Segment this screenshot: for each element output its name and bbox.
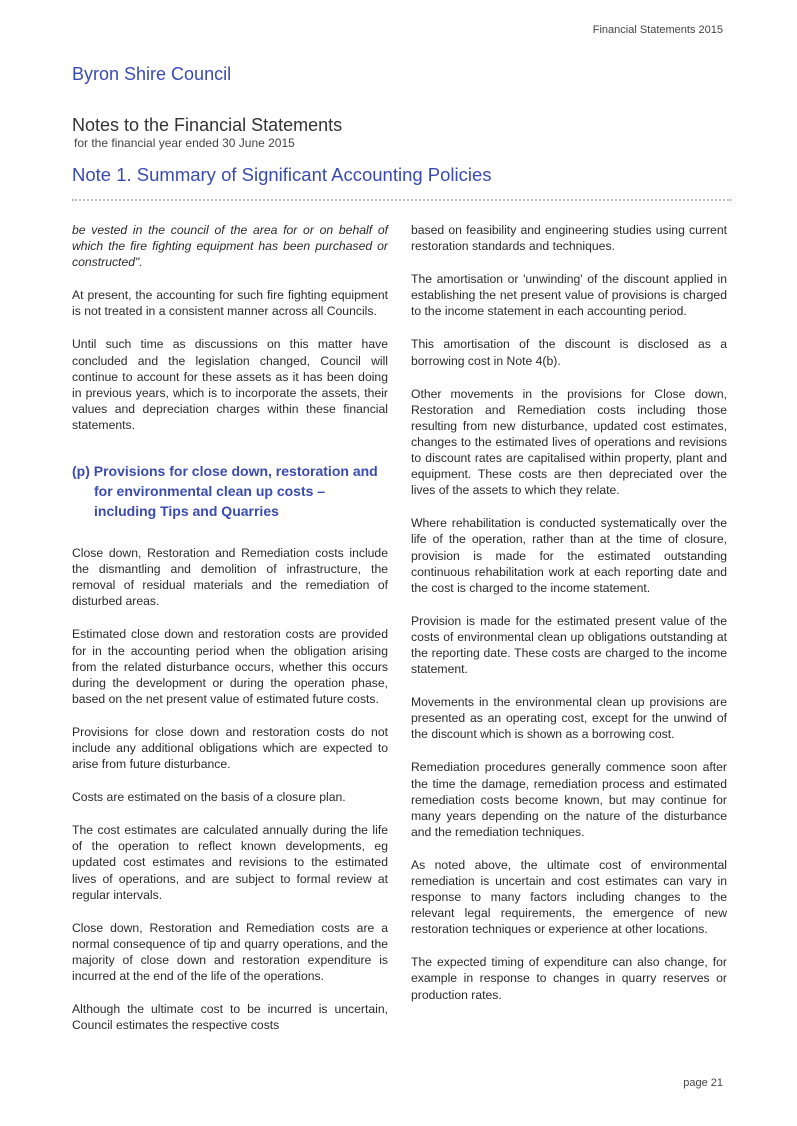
note-title: Note 1. Summary of Significant Accounting Policies — [72, 164, 492, 185]
paragraph: At present, the accounting for such fire fighting equipment is not treated in a consistent manner across all Councils. — [72, 288, 388, 319]
paragraph: Other movements in the provisions for Close down, Restoration and Remediation costs including those resulting from new disturbance, updated cost estimates, changes to the estimated lives of operations and revisions to discount rates are capitalised within property, plant and equipment. These costs are then depreciated over the lives of the assets to which they relate. — [411, 386, 727, 498]
paragraph: Provision is made for the estimated present value of the costs of environmental clean up obligations outstanding at the reporting date. These costs are charged to the income statement. — [411, 613, 727, 677]
paragraph: Costs are estimated on the basis of a closure plan. — [72, 790, 346, 805]
left-column — [72, 222, 388, 1050]
paragraph: Remediation procedures generally commence soon after the time the damage, remediation process and estimated remediation costs become known, but may continue for many years depending on the nature of the disturbance and the remediation techniques. — [411, 760, 727, 839]
paragraph: Estimated close down and restoration costs are provided for in the accounting period when the obligation arising from the related disturbance occurs, whether this occurs during the development or during the operation phase, based on the net present value of estimated future costs. — [72, 627, 388, 706]
paragraph: Close down, Restoration and Remediation costs are a normal consequence of tip and quarry operations, and the majority of close down and restoration expenditure is incurred at the end of the life of the operations. — [72, 920, 388, 983]
right-column — [411, 222, 727, 1020]
running-header: Financial Statements 2015 — [592, 24, 723, 36]
section-divider — [72, 199, 732, 201]
paragraph: Until such time as discussions on this matter have concluded and the legislation changed, Council will continue to account for these assets as it has been doing in previous years, which is to incorporate the assets, their values and depreciation charges within these financial statements. — [72, 337, 388, 432]
section-heading-provisions: (p) Provisions for close down, restoration and for environmental clean up costs – including Tips and Quarries — [72, 463, 378, 520]
paragraph: Where rehabilitation is conducted systematically over the life of the operation, rather than at the time of closure, provision is made for the estimated outstanding continuous rehabilitation work at each reporting date and the cost is charged to the income statement. — [411, 516, 727, 595]
paragraph: Although the ultimate cost to be incurred is uncertain, Council estimates the respective costs — [72, 1002, 388, 1033]
paragraph: Provisions for close down and restoration costs do not include any additional obligations which are expected to arise from future disturbance. — [72, 724, 388, 772]
paragraph: As noted above, the ultimate cost of environmental remediation is uncertain and cost estimates can vary in response to many factors including changes to the relevant legal requirements, the emergence of new restoration techniques or experience at other locations. — [411, 857, 727, 937]
notes-subtitle: for the financial year ended 30 June 2015 — [74, 136, 295, 150]
paragraph: Movements in the environmental clean up provisions are presented as an operating cost, except for the unwind of the discount which is shown as a borrowing cost. — [411, 695, 727, 742]
paragraph: based on feasibility and engineering studies using current restoration standards and techniques. — [411, 223, 727, 254]
paragraph: The expected timing of expenditure can also change, for example in response to changes in quarry reserves or production rates. — [411, 955, 727, 1002]
paragraph: The cost estimates are calculated annually during the life of the operation to reflect known developments, eg updated cost estimates and revisions to the estimated lives of operations, and are subject to formal review at regular intervals. — [72, 823, 388, 902]
page-number: page 21 — [683, 1077, 723, 1089]
paragraph: The amortisation or 'unwinding' of the discount applied in establishing the net present value of provisions is charged to the income statement in each accounting period. — [411, 272, 727, 319]
paragraph: This amortisation of the discount is disclosed as a borrowing cost in Note 4(b). — [411, 337, 727, 368]
council-name: Byron Shire Council — [72, 64, 232, 84]
paragraph: be vested in the council of the area for or on behalf of which the fire fighting equipment has been purchased or constructed". — [72, 223, 388, 270]
paragraph: Close down, Restoration and Remediation costs include the dismantling and demolition of infrastructure, the removal of residual materials and the remediation of disturbed areas. — [72, 546, 388, 609]
notes-title: Notes to the Financial Statements — [72, 115, 343, 135]
